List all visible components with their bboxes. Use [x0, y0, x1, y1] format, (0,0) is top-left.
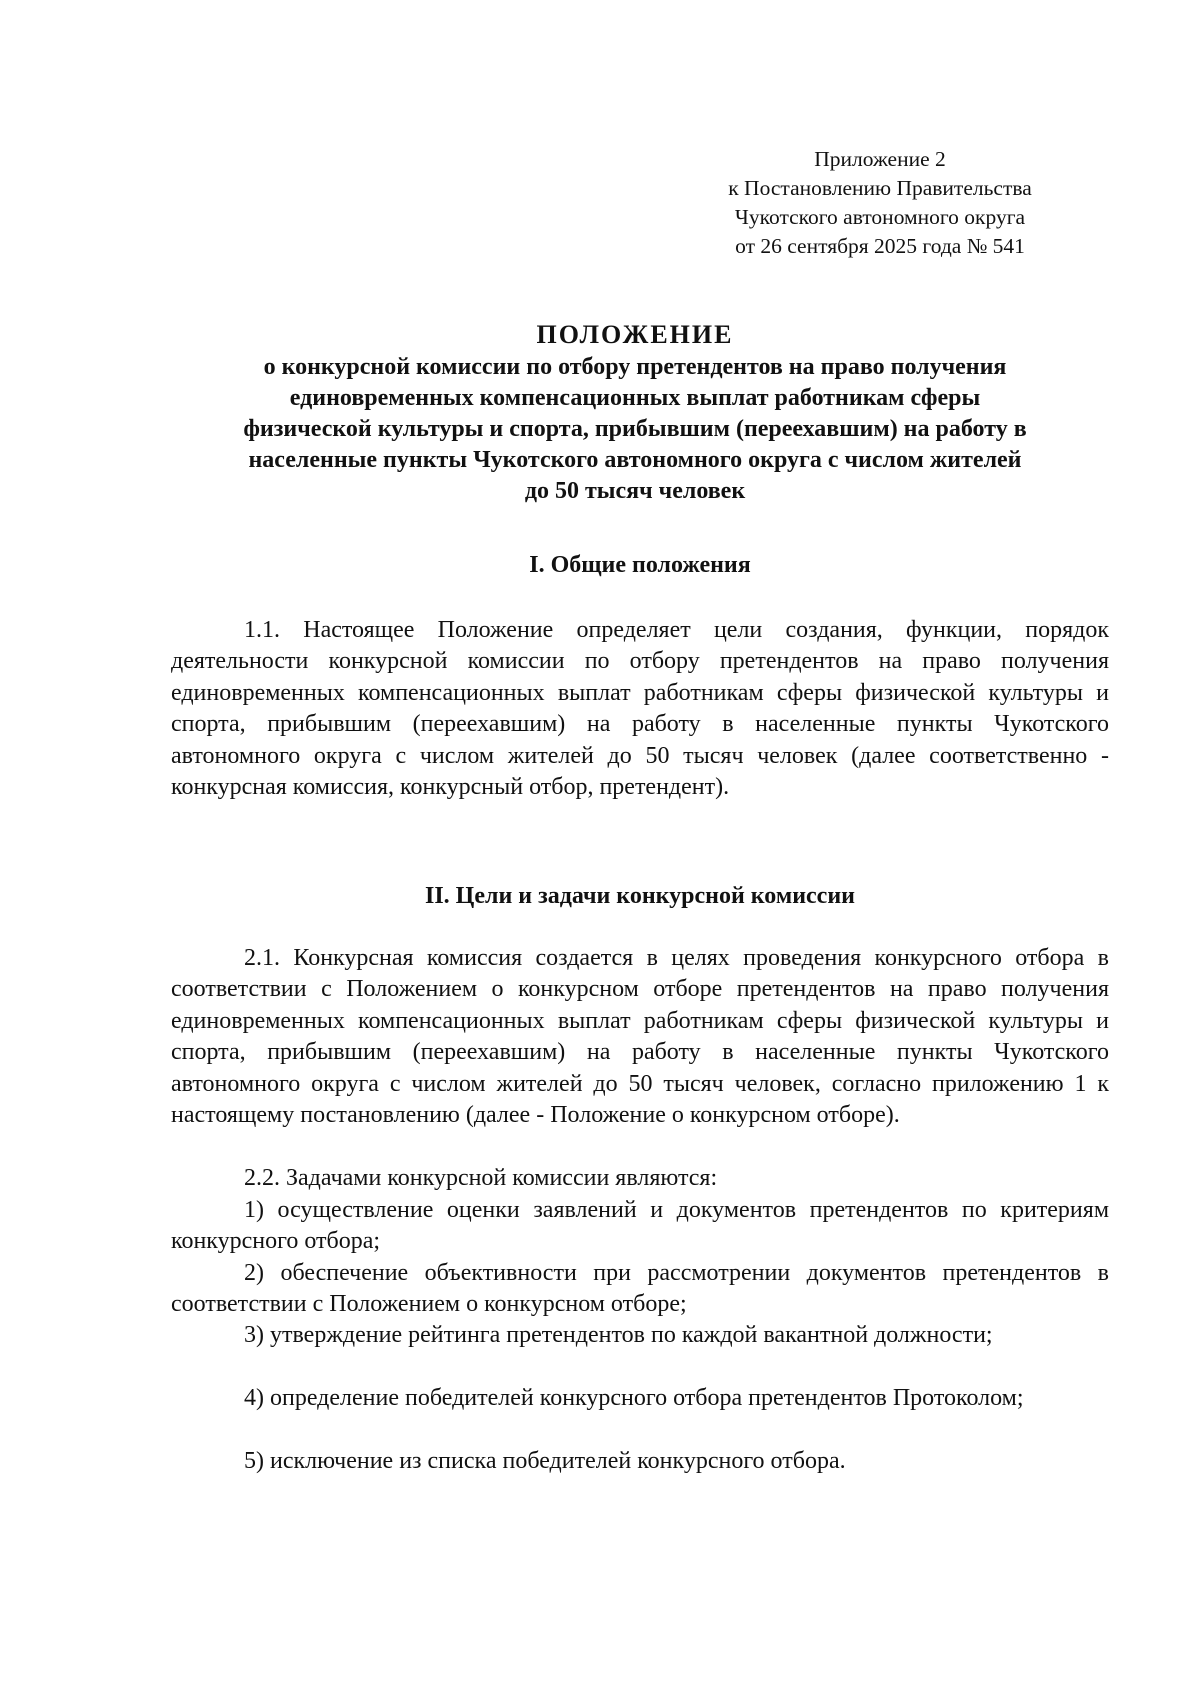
- appendix-line: к Постановлению Правительства: [728, 176, 1032, 200]
- document-title: [150, 318, 1120, 507]
- appendix-line: Приложение 2: [814, 147, 946, 171]
- title-main: ПОЛОЖЕНИЕ: [536, 320, 734, 349]
- list-item: 3) утверждение рейтинга претендентов по каждой вакантной должности;: [244, 1322, 993, 1348]
- title-line: единовременных компенсационных выплат работникам сферы: [289, 385, 981, 411]
- title-line: о конкурсной комиссии по отбору претендентов на право получения: [263, 354, 1007, 380]
- appendix-block: [690, 145, 1070, 261]
- section-heading-goals: II. Цели и задачи конкурсной комиссии: [425, 883, 855, 909]
- list-item: 4) определение победителей конкурсного отбора претендентов Протоколом;: [244, 1385, 1024, 1411]
- appendix-line: от 26 сентября 2025 года № 541: [735, 234, 1025, 258]
- paragraph-2-1: 2.1. Конкурсная комиссия создается в целях проведения конкурсного отбора в соответствии с Положением о конкурсном отборе претендентов на право получения единовременных компенсационных выплат работникам сферы физической культуры и спорта, прибывшим (переехавшим) на работу в населенные пункты Чукотского автономного округа с числом жителей до 50 тысяч человек, согласно приложению 1 к настоящему постановлению (далее - Положение о конкурсном отборе).: [171, 945, 1109, 1129]
- paragraph-1-1: 1.1. Настоящее Положение определяет цели создания, функции, порядок деятельности конкурсной комиссии по отбору претендентов на право получения единовременных компенсационных выплат работникам сферы физической культуры и спорта, прибывшим (переехавшим) на работу в населенные пункты Чукотского автономного округа с числом жителей до 50 тысяч человек (далее соответственно - конкурсная комиссия, конкурсный отбор, претендент).: [171, 617, 1109, 801]
- section-heading-general: I. Общие положения: [529, 552, 751, 578]
- title-subtitle: [150, 352, 1120, 507]
- list-item: 1) осуществление оценки заявлений и документов претендентов по критериям конкурсного отбора;: [171, 1197, 1109, 1255]
- appendix-line: Чукотского автономного округа: [734, 205, 1026, 229]
- paragraph-2-2: 2.2. Задачами конкурсной комиссии являются:: [244, 1165, 718, 1191]
- title-line: до 50 тысяч человек: [524, 478, 746, 504]
- list-item: 2) обеспечение объективности при рассмотрении документов претендентов в соответствии с Положением о конкурсном отборе;: [171, 1260, 1109, 1318]
- title-line: физической культуры и спорта, прибывшим (переехавшим) на работу в: [243, 416, 1027, 442]
- title-line: населенные пункты Чукотского автономного округа с числом жителей: [248, 447, 1022, 473]
- list-item: 5) исключение из списка победителей конкурсного отбора.: [244, 1448, 846, 1474]
